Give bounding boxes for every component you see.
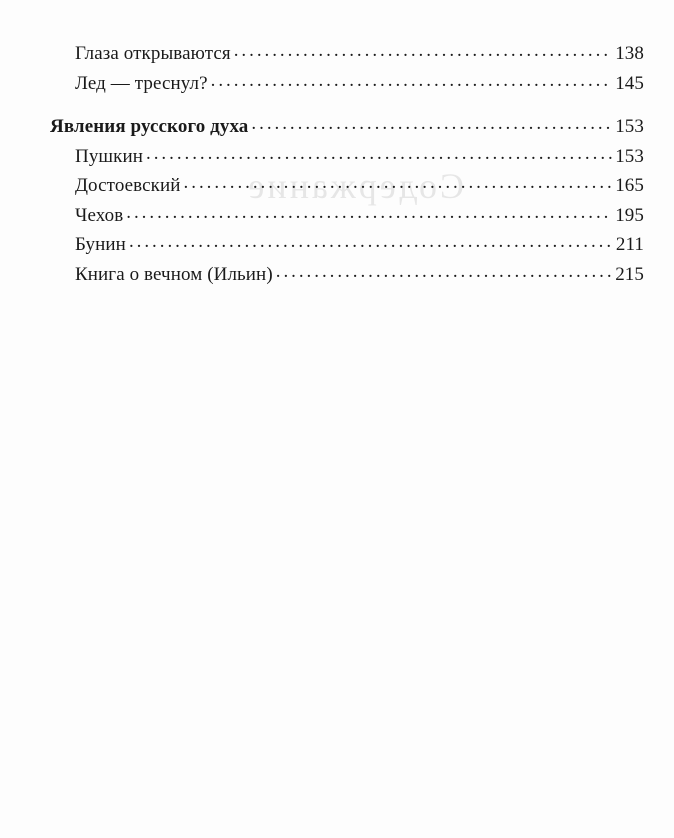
toc-entry: [50, 202, 644, 232]
toc-leader-dots: [126, 202, 612, 221]
toc-entry-page: 195: [615, 204, 644, 226]
toc-entry: [50, 172, 644, 202]
toc-entry-page: 153: [615, 145, 644, 167]
toc-leader-dots: [184, 172, 613, 191]
toc-section-title: Явления русского духа: [50, 116, 249, 137]
toc-entry-page: 145: [615, 72, 644, 94]
toc-entry-title: Пушкин: [75, 145, 144, 167]
toc-leader-dots: [251, 113, 612, 132]
toc-entry-title: Бунин: [75, 234, 126, 255]
toc-entry-title: Лед — треснул?: [75, 72, 208, 94]
toc-leader-dots: [146, 143, 612, 162]
toc-leader-dots: [234, 40, 612, 59]
toc-entry-title: Книга о вечном (Ильин): [75, 263, 273, 285]
table-of-contents: [50, 40, 644, 290]
toc-entry-title: Достоевский: [75, 175, 181, 196]
toc-entry-title: Чехов: [75, 204, 124, 226]
toc-entry-page: 211: [615, 234, 644, 255]
toc-entry-title: Глаза открываются: [75, 43, 231, 64]
toc-leader-dots: [211, 70, 613, 89]
toc-entry-page: 138: [615, 43, 644, 64]
toc-entry-page: 165: [615, 175, 644, 196]
toc-entry: [50, 143, 644, 173]
toc-leader-dots: [276, 261, 612, 280]
toc-section-entry: [50, 113, 644, 143]
toc-entry-page: 215: [615, 263, 644, 285]
toc-entry: [50, 40, 644, 70]
bleed-through-heading: Содержание: [245, 166, 464, 206]
toc-leader-dots: [129, 231, 613, 250]
toc-entry-page: 153: [615, 116, 644, 137]
toc-entry: [50, 70, 644, 100]
toc-entry: [50, 261, 644, 291]
toc-entry: [50, 231, 644, 261]
